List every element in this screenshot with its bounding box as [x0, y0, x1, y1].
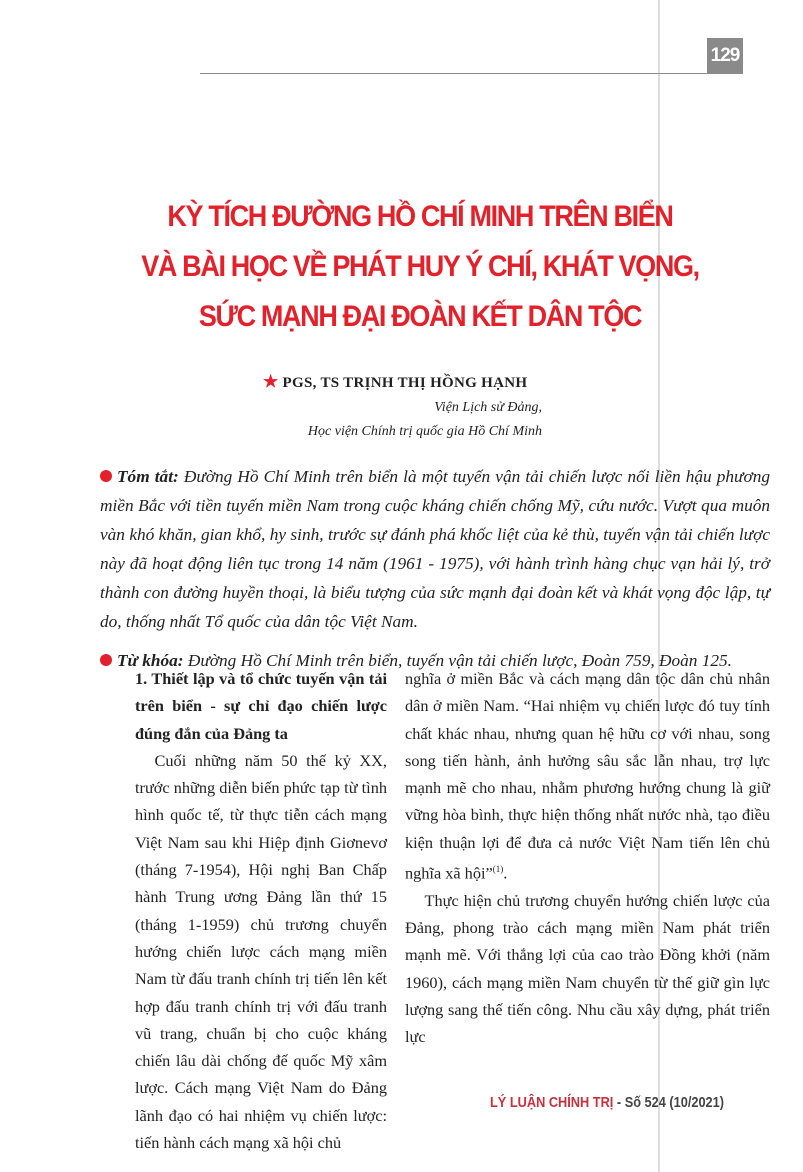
abstract — [100, 462, 770, 636]
paragraph-end: . — [503, 863, 508, 883]
bullet-icon — [100, 654, 112, 666]
affiliation — [250, 396, 542, 444]
author — [263, 372, 527, 392]
keywords-label: Từ khóa: — [117, 651, 184, 670]
journal-name: LÝ LUẬN CHÍNH TRỊ — [490, 1095, 614, 1111]
header-rule — [200, 73, 707, 74]
paragraph: Thực hiện chủ trương chuyển hướng chiến lược của Đảng, phong trào cách mạng miền Nam phát triển mạnh mẽ. Với thắng lợi của cao trào Đồng khởi (năm 1960), cách mạng miền Nam chuyển từ thế giữ gìn lực lượng sang thế tiến công. Nhu cầu xây dựng, phát triển lực — [405, 890, 770, 1047]
article-title — [60, 192, 780, 342]
star-icon: ★ — [263, 372, 279, 391]
paragraph: Cuối những năm 50 thế kỷ XX, trước những diễn biến phức tạp từ tình hình quốc tế, từ thực tiễn cách mạng Việt Nam sau khi Hiệp định Giơnevơ (tháng 7-1954), Hội nghị Ban Chấp hành Trung ương Đảng lần thứ 15 (tháng 1-1959) chủ trương chuyển hướng chiến lược cách mạng miền Nam từ đấu tranh chính trị tiến lên kết hợp đấu tranh chính trị với đấu tranh vũ trang, chuẩn bị cho cuộc kháng chiến lâu dài chống đế quốc Mỹ xâm lược. Cách mạng Việt Nam do Đảng lãnh đạo có hai nhiệm vụ chiến lược: tiến hành cách mạng xã hội chủ — [135, 750, 387, 1153]
affiliation-line: Viện Lịch sử Đảng, — [434, 400, 542, 415]
left-column — [135, 665, 387, 1156]
section-heading: 1. Thiết lập và tổ chức tuyến vận tải trên biển - sự chỉ đạo chiến lược đúng đắn của Đảng ta — [135, 669, 387, 743]
abstract-label: Tóm tắt: — [117, 467, 179, 486]
issue-info: - Số 524 (10/2021) — [613, 1095, 725, 1111]
paragraph — [405, 665, 770, 887]
bullet-icon — [100, 470, 112, 482]
page-number: 129 — [707, 38, 743, 74]
author-name: PGS, TS TRỊNH THỊ HỒNG HẠNH — [282, 375, 528, 391]
title-line: SỨC MẠNH ĐẠI ĐOÀN KẾT DÂN TỘC — [198, 300, 642, 333]
title-line: VÀ BÀI HỌC VỀ PHÁT HUY Ý CHÍ, KHÁT VỌNG, — [141, 250, 699, 283]
footer — [490, 1095, 724, 1111]
keywords-text: Đường Hồ Chí Minh trên biển, tuyến vận tải chiến lược, Đoàn 759, Đoàn 125. — [187, 651, 732, 670]
title-line: KỲ TÍCH ĐƯỜNG HỒ CHÍ MINH TRÊN BIỂN — [167, 200, 673, 233]
footnote-ref[interactable]: (1) — [492, 864, 504, 875]
abstract-block — [100, 462, 770, 675]
affiliation-line: Học viện Chính trị quốc gia Hồ Chí Minh — [307, 424, 542, 439]
paragraph-text: nghĩa ở miền Bắc và cách mạng dân tộc dân chủ nhân dân ở miền Nam. “Hai nhiệm vụ chiến lược đó tuy tính chất khác nhau, nhưng quan hệ hữu cơ với nhau, song song tiến hành, ảnh hưởng sâu sắc lẫn nhau, trợ lực mạnh mẽ cho nhau, nhằm phương hướng chung là giữ vững hòa bình, thực hiện thống nhất nước nhà, tạo điều kiện thuận lợi để đưa cả nước Việt Nam tiến lên chủ nghĩa xã hội” — [405, 669, 770, 883]
abstract-text: Đường Hồ Chí Minh trên biển là một tuyến vận tải chiến lược nối liền hậu phương miền Bắc với tiền tuyến miền Nam trong cuộc kháng chiến chống Mỹ, cứu nước. Vượt qua muôn vàn khó khăn, gian khổ, hy sinh, trước sự đánh phá khốc liệt của kẻ thù, tuyến vận tải chiến lược này đã hoạt động liên tục trong 14 năm (1961 - 1975), với hành trình hàng chục vạn hải lý, trở thành con đường huyền thoại, là biểu tượng của sức mạnh đại đoàn kết và khát vọng độc lập, tự do, thống nhất Tổ quốc của dân tộc Việt Nam. — [100, 467, 770, 631]
right-column — [405, 665, 770, 1051]
